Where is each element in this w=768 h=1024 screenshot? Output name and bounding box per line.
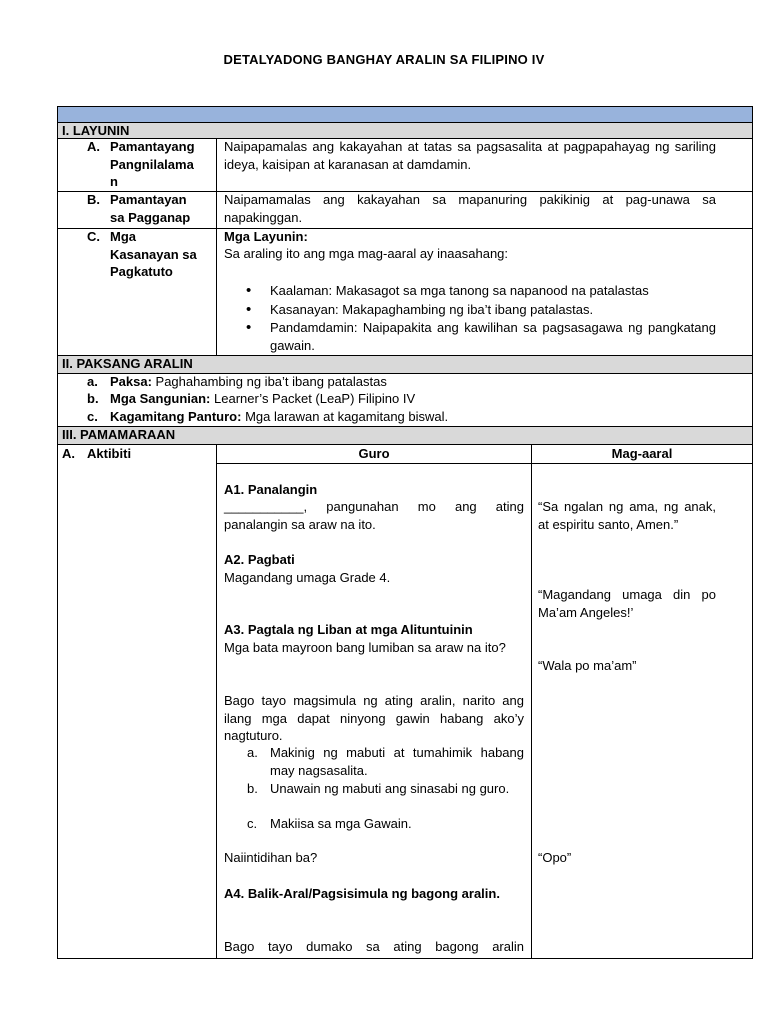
kagamitan-item: c. Kagamitang Panturo: Mga larawan at kagamitang biswal. xyxy=(87,409,449,424)
rule xyxy=(752,106,753,959)
a1-title: A1. Panalangin xyxy=(224,482,318,497)
row-label-pamantayan-sa-pagganap: Pamantayan sa Pagganap xyxy=(110,192,191,225)
header-band xyxy=(57,107,752,122)
a3-intro: Bago tayo magsimula ng ating aralin, narito ang ilang mga dapat ninyong gawin habang ako’y nagtuturo. xyxy=(224,693,524,743)
section-heading-pamamaraan: III. PAMAMARAAN xyxy=(62,427,176,442)
question-text: Naiintidihan ba? xyxy=(224,850,318,865)
rule xyxy=(216,463,753,464)
rule xyxy=(216,138,217,356)
question-response: “Opo” xyxy=(538,850,572,865)
rule-letter: b. xyxy=(247,781,258,796)
rule-letter: a. xyxy=(247,745,258,760)
row-letter: A. xyxy=(87,139,100,154)
bullet-pandamdamin: • Pandamdamin: Naipapakita ang kawilihan sa pagsasagawa ng pangkatang gawain. xyxy=(270,319,716,354)
rule xyxy=(57,106,58,959)
aktibiti-label: A. Aktibiti xyxy=(62,446,132,461)
rule xyxy=(57,958,753,959)
mga-layunin-intro: Sa araling ito ang mga mag-aaral ay inaasahang: xyxy=(224,246,509,261)
rule xyxy=(57,122,753,123)
a3-response: “Wala po ma’am” xyxy=(538,658,637,673)
bullet-kaalaman: • Kaalaman: Makasagot sa mga tanong sa napanood na patalastas xyxy=(270,282,716,300)
a3-text: Mga bata mayroon bang lumiban sa araw na ito? xyxy=(224,640,506,655)
a1-response: “Sa ngalan ng ama, ng anak, at espiritu santo, Amen.” xyxy=(538,499,716,532)
a2-title: A2. Pagbati xyxy=(224,552,295,567)
sangunian-item: b. Mga Sangunian: Learner’s Packet (LeaP) Filipino IV xyxy=(87,391,416,406)
a4-text: Bago tayo dumako sa ating bagong aralin xyxy=(224,939,524,954)
paksa-item: a. Paksa: Paghahambing ng iba’t ibang patalastas xyxy=(87,374,387,389)
rule xyxy=(216,444,217,959)
column-header-mag-aaral: Mag-aaral xyxy=(611,446,673,461)
column-header-guro: Guro xyxy=(358,446,390,461)
a4-title: A4. Balik-Aral/Pagsisimula ng bagong aralin. xyxy=(224,886,500,901)
row-label-mga-kasanayan: Mga Kasanayan sa Pagkatuto xyxy=(110,229,197,279)
row-letter: C. xyxy=(87,229,100,244)
a3-title: A3. Pagtala ng Liban at mga Alituntuinin xyxy=(224,622,473,637)
row-content-pamantayang-pangnilalaman: Naipapamalas ang kakayahan at tatas sa pagsasalita at pagpapahayag ng sariling ideya, kaisipan at karanasan at damdamin. xyxy=(224,139,716,172)
a1-text: ___________, pangunahan mo ang ating panalangin sa araw na ito. xyxy=(224,499,524,532)
row-label-pamantayang-pangnilalaman: Pamantayang Pangnilalama n xyxy=(110,139,195,189)
a2-text: Magandang umaga Grade 4. xyxy=(224,570,391,585)
row-content-pamantayan-sa-pagganap: Naipamamalas ang kakayahan sa mapanuring pakikinig at pag-unawa sa napakinggan. xyxy=(224,192,716,225)
section-heading-layunin: I. LAYUNIN xyxy=(62,123,130,138)
document-title: DETALYADONG BANGHAY ARALIN SA FILIPINO IV xyxy=(223,52,545,67)
rule-item: Unawain ng mabuti ang sinasabi ng guro. xyxy=(270,781,510,796)
layunin-bullet-list xyxy=(270,282,716,354)
rule-item: Makiisa sa mga Gawain. xyxy=(270,816,412,831)
rule xyxy=(57,106,753,107)
rule-letter: c. xyxy=(247,816,258,831)
bullet-kasanayan: • Kasanayan: Makapaghambing ng iba’t ibang patalastas. xyxy=(270,301,716,319)
mga-layunin-heading: Mga Layunin: xyxy=(224,229,308,244)
row-letter: B. xyxy=(87,192,100,207)
section-band-layunin xyxy=(57,123,752,138)
a2-response: “Magandang umaga din po Ma’am Angeles!’ xyxy=(538,587,716,620)
rule-item: Makinig ng mabuti at tumahimik habang may nagsasalita. xyxy=(270,745,524,778)
rule xyxy=(531,444,532,959)
section-heading-paksang-aralin: II. PAKSANG ARALIN xyxy=(62,356,193,371)
